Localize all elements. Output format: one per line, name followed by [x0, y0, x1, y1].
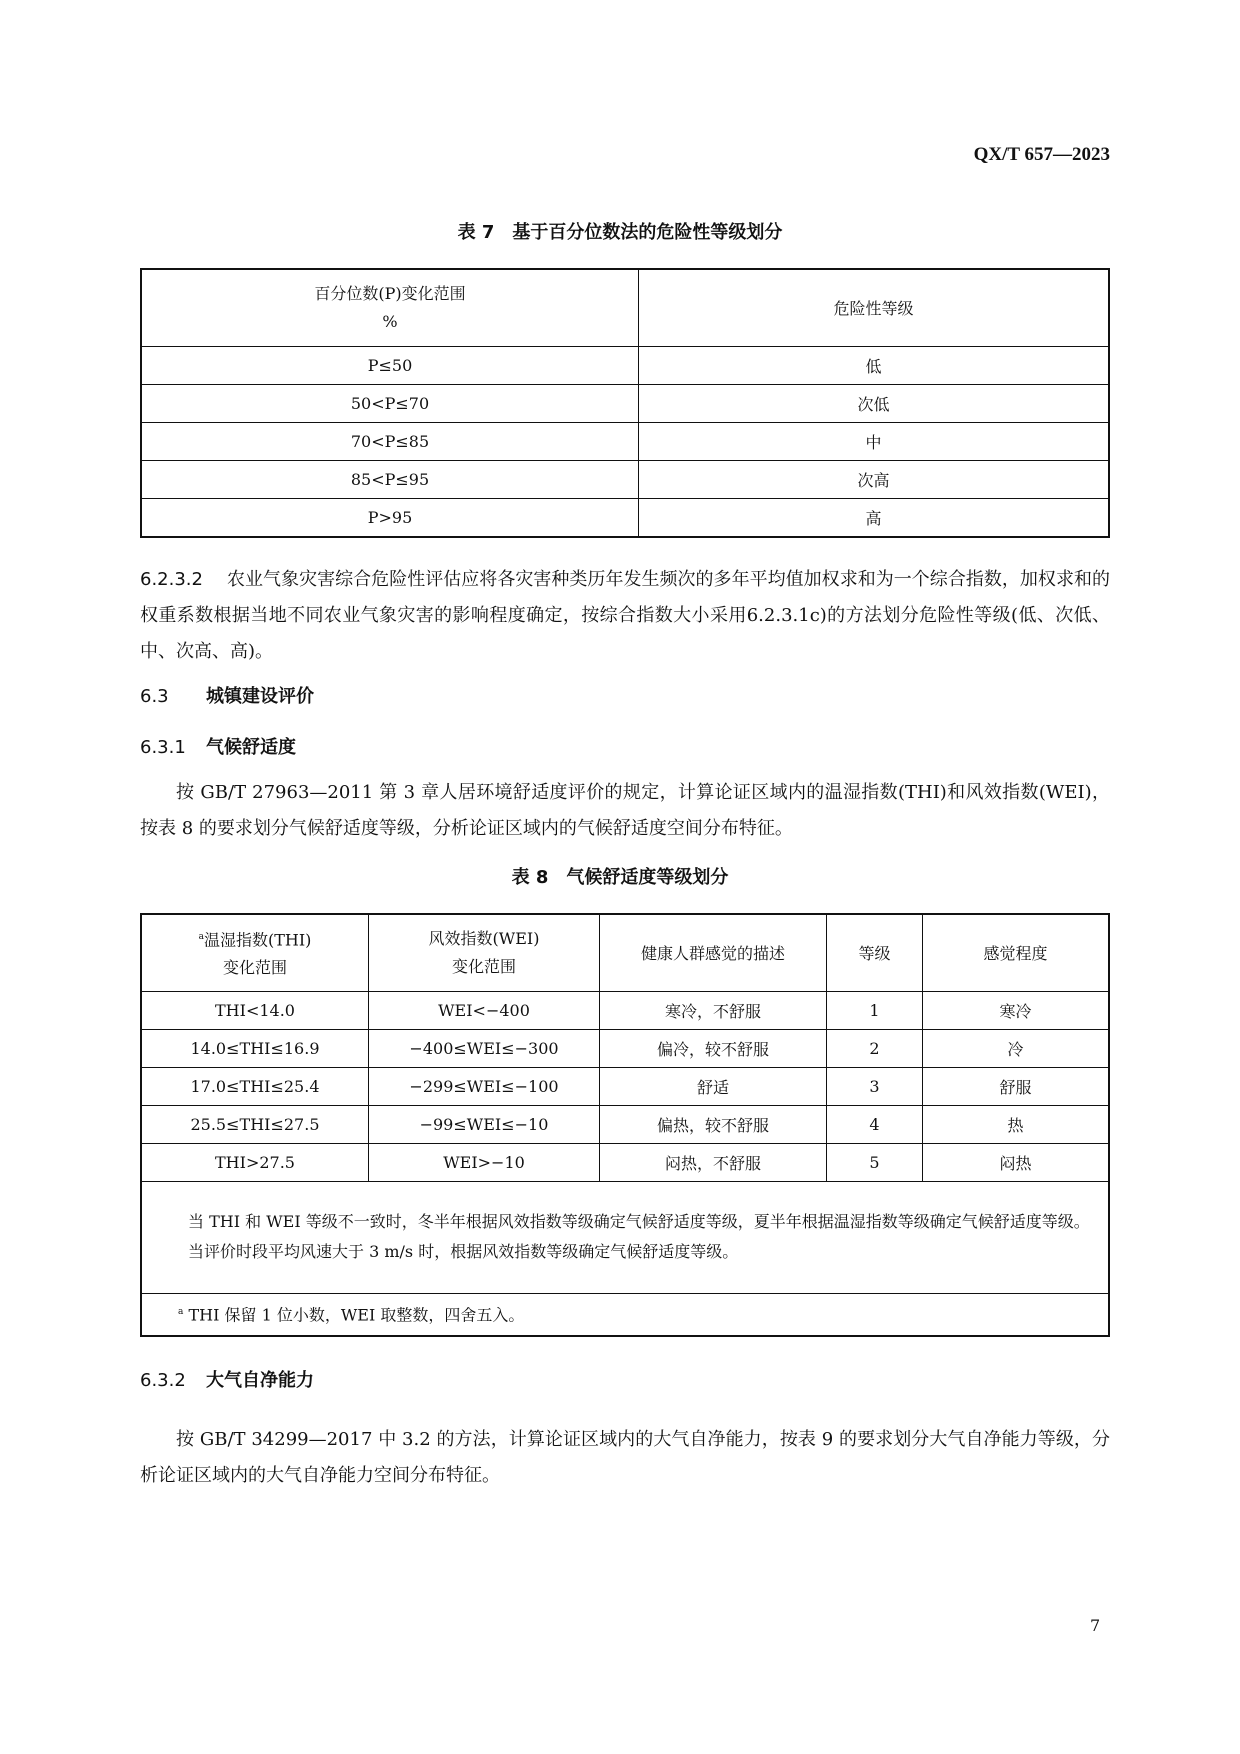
para-6232 — [140, 562, 1110, 670]
cell: 5 — [827, 1143, 923, 1181]
clause-number: 6.3.1 — [140, 737, 186, 758]
table-row — [141, 1143, 1109, 1181]
clause-number: 6.3.2 — [140, 1370, 186, 1391]
cell: 2 — [827, 1029, 923, 1067]
cell: 寒冷，不舒服 — [600, 991, 827, 1029]
table-row — [141, 346, 1109, 384]
footnote-mark: a — [178, 1307, 184, 1318]
cell: 低 — [639, 346, 1110, 384]
cell: 次低 — [639, 384, 1110, 422]
cell: 闷热，不舒服 — [600, 1143, 827, 1181]
header-text: 百分位数(P)变化范围 — [314, 283, 466, 303]
table7-header-range — [141, 269, 639, 346]
cell: 偏热，较不舒服 — [600, 1105, 827, 1143]
cell: 3 — [827, 1067, 923, 1105]
cell: 85<P≤95 — [141, 460, 639, 498]
table-row — [141, 384, 1109, 422]
cell: −99≤WEI≤−10 — [369, 1105, 600, 1143]
header-text: 风效指数(WEI) — [428, 928, 540, 948]
header-desc: 健康人群感觉的描述 — [600, 914, 827, 991]
page-number: 7 — [1090, 1616, 1101, 1635]
table7-title: 表 7 基于百分位数法的危险性等级划分 — [457, 222, 783, 243]
header-text: 变化范围 — [222, 958, 287, 978]
heading-6-3-1 — [140, 733, 296, 759]
table-notes — [141, 1181, 1109, 1293]
table-row — [141, 1029, 1109, 1067]
cell: 舒服 — [923, 1067, 1110, 1105]
note-text: 当 THI 和 WEI 等级不一致时，冬半年根据风效指数等级确定气候舒适度等级，夏半年根据温湿指数等级确定气候舒适度等级。 — [188, 1212, 1090, 1231]
table-row — [141, 498, 1109, 537]
cell: 50<P≤70 — [141, 384, 639, 422]
heading-6-3-2 — [140, 1366, 314, 1392]
cell: 高 — [639, 498, 1110, 537]
cell: THI<14.0 — [141, 991, 369, 1029]
cell: 偏冷，较不舒服 — [600, 1029, 827, 1067]
heading-6-3 — [140, 682, 314, 708]
footnote-text: THI 保留 1 位小数，WEI 取整数，四舍五入。 — [188, 1305, 525, 1325]
table7-header-level: 危险性等级 — [639, 269, 1110, 346]
table-notes-row — [141, 1181, 1109, 1293]
para-6-3-1: 按 GB/T 27963—2011 第 3 章人居环境舒适度评价的规定，计算论证区域内的温湿指数(THI)和风效指数(WEI)，按表 8 的要求划分气候舒适度等级，分析论证区域内的气候舒适度空间分布特征。 — [140, 782, 1110, 839]
cell: P>95 — [141, 498, 639, 537]
cell: 寒冷 — [923, 991, 1110, 1029]
table-row — [141, 1105, 1109, 1143]
table7 — [140, 268, 1110, 538]
cell: 闷热 — [923, 1143, 1110, 1181]
header-wei — [369, 914, 600, 991]
heading-text: 城镇建设评价 — [206, 686, 314, 707]
cell: −400≤WEI≤−300 — [369, 1029, 600, 1067]
cell: 25.5≤THI≤27.5 — [141, 1105, 369, 1143]
clause-number: 6.3 — [140, 686, 169, 707]
heading-text: 气候舒适度 — [206, 737, 296, 758]
table-row — [141, 422, 1109, 460]
footnote-mark: a — [198, 932, 204, 943]
header-thi — [141, 914, 369, 991]
cell: P≤50 — [141, 346, 639, 384]
cell: 中 — [639, 422, 1110, 460]
cell: WEI>−10 — [369, 1143, 600, 1181]
header-level: 等级 — [827, 914, 923, 991]
cell: 1 — [827, 991, 923, 1029]
cell: 14.0≤THI≤16.9 — [141, 1029, 369, 1067]
header-unit: % — [382, 311, 398, 331]
cell: 4 — [827, 1105, 923, 1143]
clause-text: 农业气象灾害综合危险性评估应将各灾害种类历年发生频次的多年平均值加权求和为一个综合指数，加权求和的权重系数根据当地不同农业气象灾害的影响程度确定，按综合指数大小采用6.2.3.1c)的方法划分危险性等级(低、次低、中、次高、高)。 — [140, 569, 1110, 662]
note-text: 当评价时段平均风速大于 3 m/s 时，根据风效指数等级确定气候舒适度等级。 — [188, 1242, 739, 1261]
table8 — [140, 913, 1110, 1337]
para-6-3-2: 按 GB/T 34299—2017 中 3.2 的方法，计算论证区域内的大气自净能力，按表 9 的要求划分大气自净能力等级，分析论证区域内的大气自净能力空间分布特征。 — [140, 1429, 1110, 1486]
header-text: 变化范围 — [451, 956, 516, 976]
cell: THI>27.5 — [141, 1143, 369, 1181]
cell: 冷 — [923, 1029, 1110, 1067]
document-code: QX/T 657—2023 — [973, 144, 1110, 165]
cell: WEI<−400 — [369, 991, 600, 1029]
cell: 舒适 — [600, 1067, 827, 1105]
table-header-row — [141, 914, 1109, 991]
table-footnote — [141, 1293, 1109, 1336]
heading-text: 大气自净能力 — [206, 1370, 314, 1391]
table-row — [141, 991, 1109, 1029]
cell: −299≤WEI≤−100 — [369, 1067, 600, 1105]
header-feel: 感觉程度 — [923, 914, 1110, 991]
table8-title: 表 8 气候舒适度等级划分 — [511, 867, 729, 888]
cell: 次高 — [639, 460, 1110, 498]
cell: 17.0≤THI≤25.4 — [141, 1067, 369, 1105]
clause-number: 6.2.3.2 — [140, 569, 203, 590]
table-row — [141, 460, 1109, 498]
cell: 70<P≤85 — [141, 422, 639, 460]
header-text: 温湿指数(THI) — [203, 930, 312, 950]
cell: 热 — [923, 1105, 1110, 1143]
table-row — [141, 1067, 1109, 1105]
table-footnote-row — [141, 1293, 1109, 1336]
